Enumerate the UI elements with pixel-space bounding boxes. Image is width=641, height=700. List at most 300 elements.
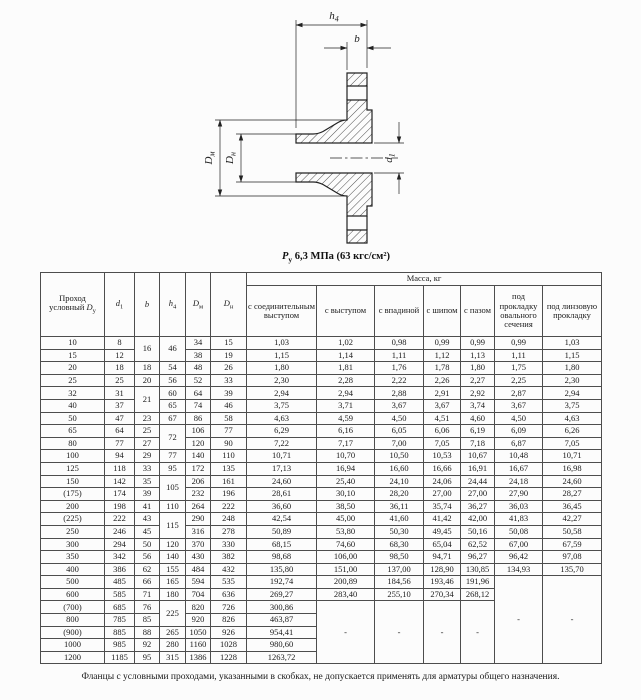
table-cell: 1,80 <box>247 362 317 375</box>
table-cell: 135 <box>211 462 247 475</box>
table-cell: 248 <box>211 513 247 526</box>
dimension-b <box>324 33 391 70</box>
flange-section-svg <box>0 0 641 250</box>
table-cell: 97,08 <box>543 551 602 564</box>
col-header-tenon: с шипом <box>424 286 461 337</box>
table-cell: 60 <box>160 387 186 400</box>
table-cell: 62 <box>135 563 160 576</box>
table-cell: 193,46 <box>424 576 461 589</box>
table-cell: 785 <box>105 614 135 627</box>
table-cell: 2,28 <box>317 374 375 387</box>
table-cell: 24,10 <box>375 475 424 488</box>
table-cell: 500 <box>41 576 105 589</box>
table-cell: 16,60 <box>375 462 424 475</box>
table-cell: 330 <box>211 538 247 551</box>
table-cell: 270,34 <box>424 588 461 601</box>
table-cell: 16 <box>135 337 160 362</box>
table-cell: - <box>424 601 461 664</box>
table-cell: 2,91 <box>424 387 461 400</box>
col-header-dn: $D_н$ <box>211 273 247 337</box>
table-cell: 23 <box>135 412 160 425</box>
table-cell: 68,30 <box>375 538 424 551</box>
table-cell: 76 <box>135 601 160 614</box>
table-row <box>41 437 602 450</box>
table-cell: 2,26 <box>424 374 461 387</box>
table-row <box>41 488 602 501</box>
table-cell: 1,80 <box>543 362 602 375</box>
table-cell: 50,16 <box>461 525 495 538</box>
col-header-b: b <box>135 273 160 337</box>
table-cell: 24,60 <box>247 475 317 488</box>
table-cell: 585 <box>105 588 135 601</box>
table-cell: 954,41 <box>247 626 317 639</box>
table-row <box>41 462 602 475</box>
table-cell: 1,75 <box>495 362 543 375</box>
table-cell: 137,00 <box>375 563 424 576</box>
table-cell: 4,60 <box>461 412 495 425</box>
table-cell: - <box>461 601 495 664</box>
col-header-lens-gasket: под линзовую прокладку <box>543 286 602 337</box>
table-cell: 135,80 <box>247 563 317 576</box>
table-cell: 184,56 <box>375 576 424 589</box>
table-cell: 200,89 <box>317 576 375 589</box>
table-cell: 300,86 <box>247 601 317 614</box>
table-cell: 50,30 <box>375 525 424 538</box>
table-cell: 24,60 <box>543 475 602 488</box>
table-cell: 77 <box>211 425 247 438</box>
table-cell: 62,52 <box>461 538 495 551</box>
table-cell: 50 <box>41 412 105 425</box>
table-cell: 316 <box>186 525 211 538</box>
table-cell: 1,11 <box>375 349 424 362</box>
table-cell: 342 <box>105 551 135 564</box>
table-cell: 41,60 <box>375 513 424 526</box>
table-cell: 46 <box>211 399 247 412</box>
table-cell: 39 <box>211 387 247 400</box>
table-cell: 25,40 <box>317 475 375 488</box>
table-cell: - <box>495 576 543 664</box>
table-cell: - <box>317 601 375 664</box>
table-cell: 42,54 <box>247 513 317 526</box>
table-cell: 265 <box>160 626 186 639</box>
table-cell: 4,50 <box>495 412 543 425</box>
table-cell: 98,68 <box>247 551 317 564</box>
table-cell: 35 <box>135 475 160 488</box>
table-cell: 21 <box>135 387 160 412</box>
table-cell: 2,94 <box>317 387 375 400</box>
table-cell: 198 <box>105 500 135 513</box>
table-cell: 50 <box>135 538 160 551</box>
table-cell: 77 <box>105 437 135 450</box>
table-cell: 36,03 <box>495 500 543 513</box>
table-cell: 16,91 <box>461 462 495 475</box>
caption-symbol: P <box>282 251 289 262</box>
table-cell: 26 <box>211 362 247 375</box>
table-cell: 926 <box>211 626 247 639</box>
table-cell: 30,10 <box>317 488 375 501</box>
table-cell: 2,87 <box>495 387 543 400</box>
table-cell: 45,00 <box>317 513 375 526</box>
table-cell: 110 <box>160 500 186 513</box>
table-cell: 12 <box>105 349 135 362</box>
table-row <box>41 349 602 362</box>
table-cell: 50,08 <box>495 525 543 538</box>
table-cell: 294 <box>105 538 135 551</box>
col-header-groove: с пазом <box>461 286 495 337</box>
table-cell: 35,74 <box>424 500 461 513</box>
table-cell: 92 <box>135 639 160 652</box>
table-cell: 7,05 <box>543 437 602 450</box>
table-cell: 232 <box>186 488 211 501</box>
table-row <box>41 525 602 538</box>
table-cell: 1,14 <box>317 349 375 362</box>
table-cell: 42,27 <box>543 513 602 526</box>
table-cell: 16,94 <box>317 462 375 475</box>
table-cell: 56 <box>160 374 186 387</box>
table-cell: 463,87 <box>247 614 317 627</box>
table-cell: 300 <box>41 538 105 551</box>
table-body <box>41 337 602 664</box>
table-cell: 10,48 <box>495 450 543 463</box>
table-cell: 255,10 <box>375 588 424 601</box>
table-cell: 27,90 <box>495 488 543 501</box>
table-cell: 386 <box>105 563 135 576</box>
table-cell: 1000 <box>41 639 105 652</box>
table-cell: 1200 <box>41 651 105 664</box>
table-cell: 135,70 <box>543 563 602 576</box>
table-cell: 10,71 <box>543 450 602 463</box>
table-cell: 7,00 <box>375 437 424 450</box>
table-cell: 283,40 <box>317 588 375 601</box>
table-cell: 96,42 <box>495 551 543 564</box>
table-cell: 174 <box>105 488 135 501</box>
table-cell: 151,00 <box>317 563 375 576</box>
table-cell: 10,70 <box>317 450 375 463</box>
table-cell: 278 <box>211 525 247 538</box>
table-cell: 15 <box>211 337 247 350</box>
table-row <box>41 387 602 400</box>
table-cell: 67 <box>160 412 186 425</box>
table-cell: 2,30 <box>247 374 317 387</box>
table-cell: 1,78 <box>424 362 461 375</box>
table-cell: 125 <box>41 462 105 475</box>
table-cell: 430 <box>186 551 211 564</box>
table-cell: 68,15 <box>247 538 317 551</box>
table-cell: 90 <box>211 437 247 450</box>
table-cell: 105 <box>160 475 186 500</box>
table-row <box>41 563 602 576</box>
table-cell: 2,30 <box>543 374 602 387</box>
table-cell: 24,06 <box>424 475 461 488</box>
col-header-connecting-protrusion: с соединительным выступом <box>247 286 317 337</box>
table-cell: 24,18 <box>495 475 543 488</box>
table-cell: 16,66 <box>424 462 461 475</box>
table-cell: 2,94 <box>543 387 602 400</box>
table-cell: 1185 <box>105 651 135 664</box>
table-cell: 95 <box>160 462 186 475</box>
table-cell: 3,75 <box>247 399 317 412</box>
table-cell: 46 <box>160 337 186 362</box>
table-cell: 17,13 <box>247 462 317 475</box>
table-cell: 535 <box>211 576 247 589</box>
table-cell: 94 <box>105 450 135 463</box>
table-cell: 66 <box>135 576 160 589</box>
caption-subscript: у <box>288 255 293 265</box>
table-cell: 382 <box>211 551 247 564</box>
table-cell: 100 <box>41 450 105 463</box>
table-cell: 0,99 <box>461 337 495 350</box>
table-cell: (900) <box>41 626 105 639</box>
table-cell: 18 <box>135 362 160 375</box>
table-cell: 45 <box>135 525 160 538</box>
table-cell: 85 <box>135 614 160 627</box>
table-cell: 206 <box>186 475 211 488</box>
table-cell: 1,03 <box>247 337 317 350</box>
table-cell: 96,27 <box>461 551 495 564</box>
table-cell: 64 <box>105 425 135 438</box>
table-cell: (700) <box>41 601 105 614</box>
table-cell: 134,93 <box>495 563 543 576</box>
table-cell: 191,96 <box>461 576 495 589</box>
table-cell: 155 <box>160 563 186 576</box>
table-cell: 42,00 <box>461 513 495 526</box>
table-cell: 65 <box>160 399 186 412</box>
table-cell: 54 <box>160 362 186 375</box>
table-cell: 48 <box>186 362 211 375</box>
table-cell: 1228 <box>211 651 247 664</box>
table-cell: 222 <box>211 500 247 513</box>
table-cell: 432 <box>211 563 247 576</box>
table-cell: 98,50 <box>375 551 424 564</box>
table-cell: 1,03 <box>543 337 602 350</box>
table-cell: 15 <box>41 349 105 362</box>
table-cell: 1,11 <box>495 349 543 362</box>
table-cell: 6,29 <box>247 425 317 438</box>
table-cell: 290 <box>186 513 211 526</box>
table-cell: 18 <box>105 362 135 375</box>
table-cell: 2,88 <box>375 387 424 400</box>
table-cell: 10 <box>41 337 105 350</box>
table-cell: 1263,72 <box>247 651 317 664</box>
table-cell: 726 <box>211 601 247 614</box>
table-cell: 7,18 <box>461 437 495 450</box>
table-cell: 2,22 <box>375 374 424 387</box>
table-cell: 106 <box>186 425 211 438</box>
table-cell: 3,74 <box>461 399 495 412</box>
col-header-d1: $d_1$ <box>105 273 135 337</box>
table-cell: 3,67 <box>495 399 543 412</box>
table-cell: 41,42 <box>424 513 461 526</box>
col-header-recess: с впадиной <box>375 286 424 337</box>
table-cell: 6,16 <box>317 425 375 438</box>
table-cell: 704 <box>186 588 211 601</box>
table-cell: 400 <box>41 563 105 576</box>
table-cell: 920 <box>186 614 211 627</box>
table-cell: 800 <box>41 614 105 627</box>
table-cell: 10,50 <box>375 450 424 463</box>
table-cell: 36,27 <box>461 500 495 513</box>
table-cell: 36,11 <box>375 500 424 513</box>
table-row <box>41 475 602 488</box>
table-row <box>41 374 602 387</box>
table-cell: 65 <box>41 425 105 438</box>
table-cell: (225) <box>41 513 105 526</box>
table-cell: 1050 <box>186 626 211 639</box>
table-cell: 196 <box>211 488 247 501</box>
table-cell: 40 <box>41 399 105 412</box>
svg-text:b: b <box>354 33 360 45</box>
table-cell: 150 <box>41 475 105 488</box>
table-cell: 6,09 <box>495 425 543 438</box>
table-cell: 142 <box>105 475 135 488</box>
mass-group-header: Масса, кг <box>247 273 602 286</box>
table-cell: 41 <box>135 500 160 513</box>
table-cell: 4,63 <box>247 412 317 425</box>
table-cell: 350 <box>41 551 105 564</box>
table-cell: 67,59 <box>543 538 602 551</box>
col-header-dy: Проход условный $D_у$ <box>41 273 105 337</box>
table-cell: 77 <box>160 450 186 463</box>
table-cell: 52 <box>186 374 211 387</box>
table-cell: 10,67 <box>461 450 495 463</box>
table-cell: 72 <box>160 425 186 450</box>
table-cell: 636 <box>211 588 247 601</box>
flange-drawing <box>0 0 641 250</box>
table-row <box>41 362 602 375</box>
table-cell: 485 <box>105 576 135 589</box>
table-cell: 74 <box>186 399 211 412</box>
table-cell: 16,98 <box>543 462 602 475</box>
table-cell: 0,99 <box>424 337 461 350</box>
table-cell: 28,61 <box>247 488 317 501</box>
table-cell: 34 <box>186 337 211 350</box>
table-cell: 268,12 <box>461 588 495 601</box>
table-cell: 27 <box>135 437 160 450</box>
dimension-dn <box>224 134 300 182</box>
table-cell: 269,27 <box>247 588 317 601</box>
svg-text:Dм: $D_м$ <box>203 151 217 165</box>
table-cell: 1,15 <box>543 349 602 362</box>
table-cell: 39 <box>135 488 160 501</box>
table-cell: 1,80 <box>461 362 495 375</box>
svg-text:Dн: $D_н$ <box>224 152 238 164</box>
table-cell: 118 <box>105 462 135 475</box>
table-cell: 41,83 <box>495 513 543 526</box>
table-cell: 225 <box>160 601 186 626</box>
table-row <box>41 412 602 425</box>
table-cell: 165 <box>160 576 186 589</box>
table-cell: 130,85 <box>461 563 495 576</box>
table-cell: 7,17 <box>317 437 375 450</box>
table-cell: 7,05 <box>424 437 461 450</box>
table-cell: 58 <box>211 412 247 425</box>
table-cell: 32 <box>41 387 105 400</box>
table-cell: 36,45 <box>543 500 602 513</box>
table-cell: 140 <box>160 551 186 564</box>
table-cell: 2,25 <box>495 374 543 387</box>
table-cell: 200 <box>41 500 105 513</box>
table-cell: 6,06 <box>424 425 461 438</box>
table-cell: 19 <box>211 349 247 362</box>
table-row <box>41 576 602 589</box>
caption-text: 6,3 МПа (63 кгс/см²) <box>292 251 390 262</box>
drawing-caption <box>36 251 636 264</box>
table-cell: 25 <box>135 425 160 438</box>
table-row <box>41 450 602 463</box>
table-cell: 1,81 <box>317 362 375 375</box>
table-cell: 140 <box>186 450 211 463</box>
table-cell: - <box>375 601 424 664</box>
table-cell: 484 <box>186 563 211 576</box>
table-cell: 49,45 <box>424 525 461 538</box>
table-cell: 3,71 <box>317 399 375 412</box>
table-cell: 0,98 <box>375 337 424 350</box>
svg-text:h4: $h_4$ <box>329 10 339 24</box>
table-cell: 192,74 <box>247 576 317 589</box>
table-cell: 280 <box>160 639 186 652</box>
table-cell: 38,50 <box>317 500 375 513</box>
table-cell: 74,60 <box>317 538 375 551</box>
flange-dimensions-table <box>40 272 602 664</box>
table-cell: 120 <box>186 437 211 450</box>
table-cell: 0,99 <box>495 337 543 350</box>
table-cell: 128,90 <box>424 563 461 576</box>
table-cell: 4,51 <box>424 412 461 425</box>
table-cell: 1,13 <box>461 349 495 362</box>
table-row <box>41 500 602 513</box>
table-cell: 161 <box>211 475 247 488</box>
table-cell: 1028 <box>211 639 247 652</box>
table-cell: 120 <box>160 538 186 551</box>
table-cell: 826 <box>211 614 247 627</box>
table-cell: 31 <box>105 387 135 400</box>
table-row <box>41 551 602 564</box>
table-cell: 53,80 <box>317 525 375 538</box>
table-cell: 8 <box>105 337 135 350</box>
table-cell: 43 <box>135 513 160 526</box>
table-cell: 94,71 <box>424 551 461 564</box>
table-cell: 3,67 <box>424 399 461 412</box>
table-cell: 110 <box>211 450 247 463</box>
table-cell: 71 <box>135 588 160 601</box>
table-row <box>41 399 602 412</box>
table-cell: 36,60 <box>247 500 317 513</box>
table-cell: 2,27 <box>461 374 495 387</box>
table-cell: 594 <box>186 576 211 589</box>
table-cell: 88 <box>135 626 160 639</box>
table-cell: 95 <box>135 651 160 664</box>
table-cell: 4,50 <box>375 412 424 425</box>
table-cell: 4,63 <box>543 412 602 425</box>
table-cell: 67,00 <box>495 538 543 551</box>
table-cell: 246 <box>105 525 135 538</box>
table-cell: 1,12 <box>424 349 461 362</box>
table-cell: 80 <box>41 437 105 450</box>
table-cell: 172 <box>186 462 211 475</box>
table-cell: 20 <box>41 362 105 375</box>
table-cell: 106,00 <box>317 551 375 564</box>
table-cell: 685 <box>105 601 135 614</box>
table-cell: 28,27 <box>543 488 602 501</box>
table-cell: 29 <box>135 450 160 463</box>
table-cell: 28,20 <box>375 488 424 501</box>
table-cell: 820 <box>186 601 211 614</box>
table-cell: 6,19 <box>461 425 495 438</box>
table-cell: 600 <box>41 588 105 601</box>
table-cell: 3,67 <box>375 399 424 412</box>
table-cell: 25 <box>105 374 135 387</box>
table-cell: (175) <box>41 488 105 501</box>
